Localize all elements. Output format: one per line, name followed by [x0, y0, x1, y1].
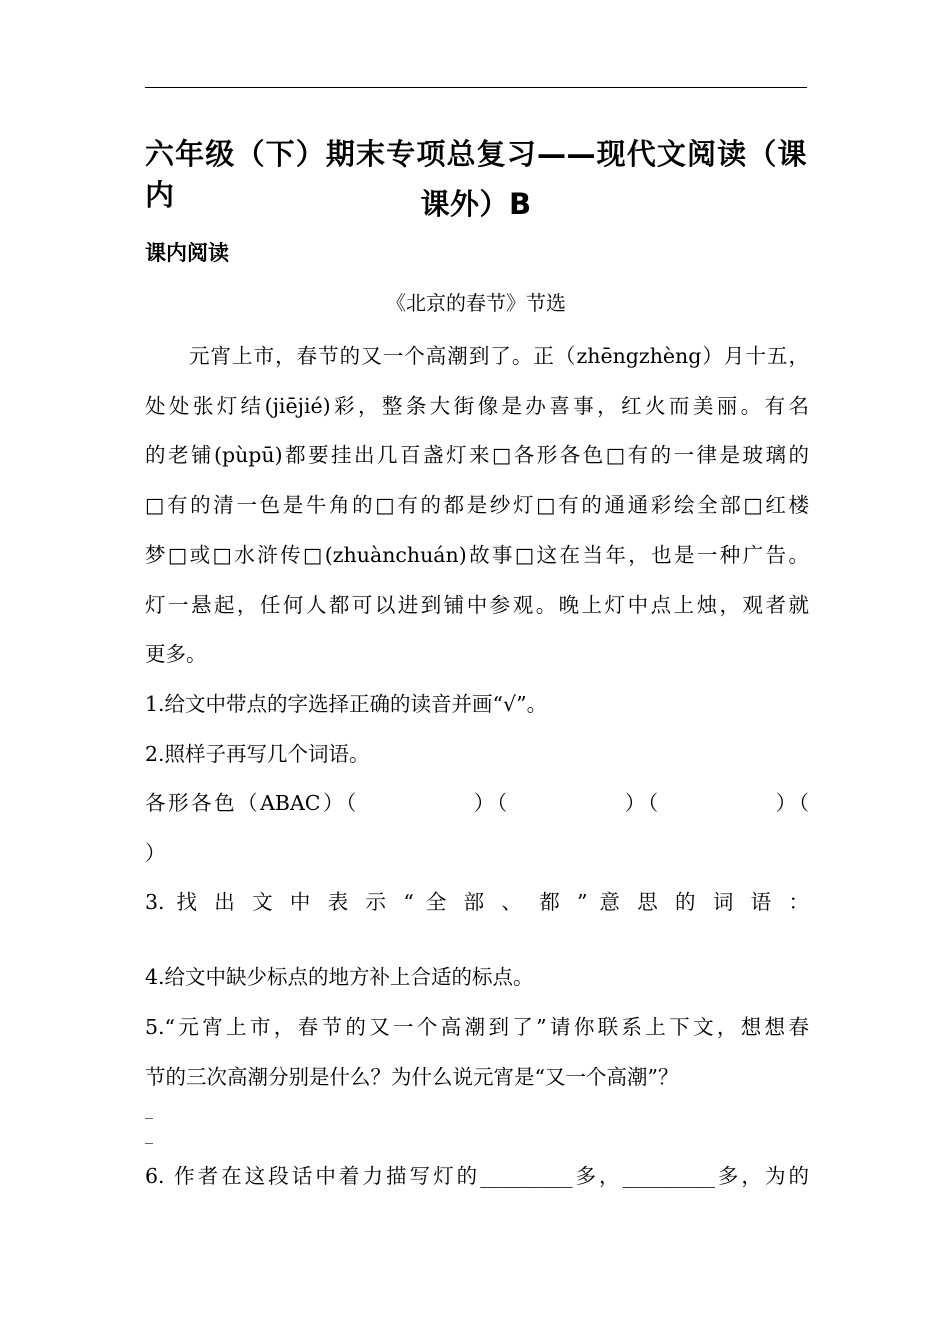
question-5-line2: 节的三次高潮分别是什么？为什么说元宵是“又一个高潮”？ — [145, 1065, 679, 1089]
question-1: 1.给文中带点的字选择正确的读音并画“√”。 — [145, 692, 548, 716]
question-3: 3. 找 出 文 中 表 示 “ 全 部 、 都 ” 意 思 的 词 语 ： — [145, 890, 809, 914]
passage-line: 梦□或□水浒传□(zhuànchuán)故事□这在当年，也是一种广告。 — [145, 543, 809, 567]
passage-line: 处处张灯结(jiējié)彩，整条大街像是办喜事，红火而美丽。有名 — [145, 394, 809, 418]
question-2: 2.照样子再写几个词语。 — [145, 742, 370, 766]
passage-subtitle: 《北京的春节》节选 — [386, 291, 566, 315]
section-heading: 课内阅读 — [145, 241, 229, 265]
question-2-answer-tail: ） — [145, 841, 166, 865]
page-title-line1: 六年级（下）期末专项总复习——现代文阅读（课内 — [145, 137, 807, 212]
passage-line: 元宵上市，春节的又一个高潮到了。正（zhēngzhèng）月十五， — [189, 344, 809, 368]
passage-line: 灯一悬起，任何人都可以进到铺中参观。晚上灯中点上烛，观者就 — [145, 593, 809, 617]
page-title-line2: 课外）B — [420, 187, 532, 221]
answer-blank: _ — [145, 1125, 153, 1144]
question-6: 6. 作者在这段话中着力描写灯的_________多，_________多，为的 — [145, 1164, 809, 1188]
question-4: 4.给文中缺少标点的地方补上合适的标点。 — [145, 965, 534, 989]
question-2-answer-line: 各形各色（ABAC）（ ）（ ）（ ）（ — [145, 791, 809, 815]
passage-line: 的老铺(pùpū)都要挂出几百盏灯来□各形各色□有的一律是玻璃的 — [145, 443, 809, 467]
header-rule — [145, 87, 807, 88]
passage-line: 更多。 — [145, 642, 207, 666]
question-5-line1: 5.“元宵上市，春节的又一个高潮到了”请你联系上下文，想想春 — [145, 1015, 809, 1039]
passage-line: □有的清一色是牛角的□有的都是纱灯□有的通通彩绘全部□红楼 — [145, 493, 809, 517]
answer-blank: _ — [145, 1100, 153, 1119]
